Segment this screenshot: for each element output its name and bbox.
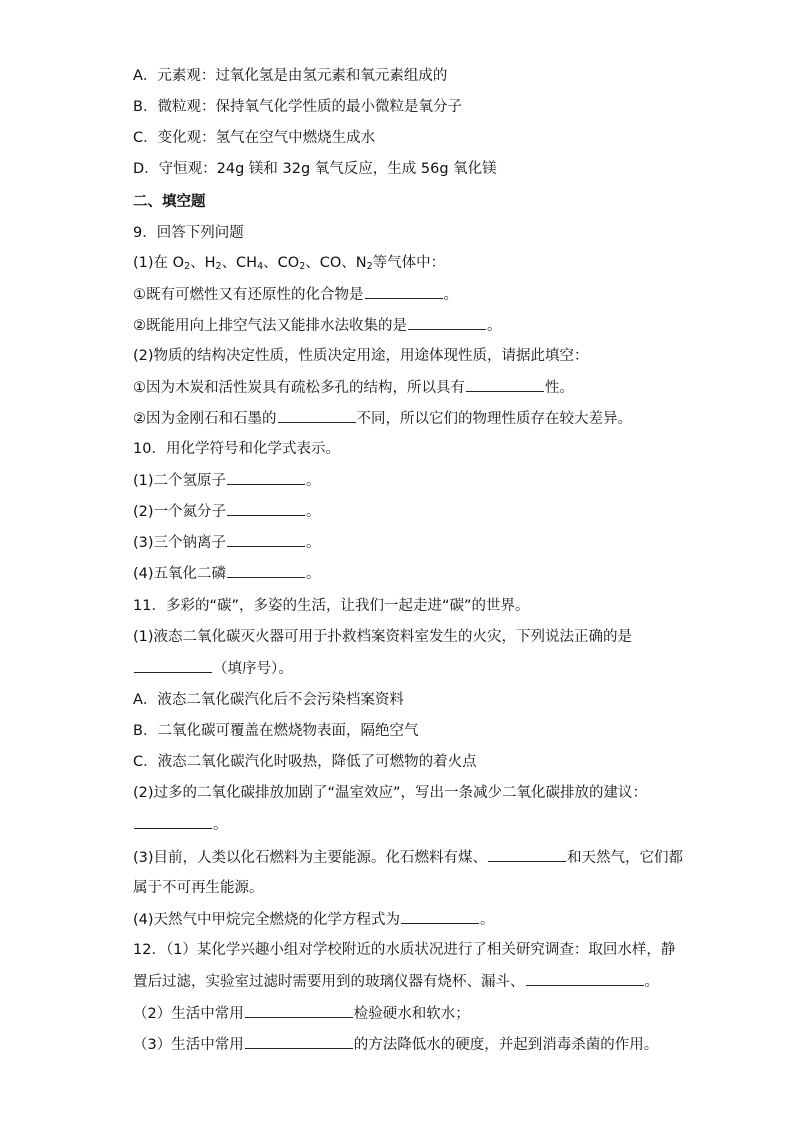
subscript: 2 — [184, 261, 191, 272]
answer-blank[interactable] — [134, 658, 212, 673]
question-11-part2-answer — [133, 814, 228, 835]
q11-option-c: C．液态二氧化碳汽化时吸热，降低了可燃物的着火点 — [133, 754, 477, 770]
answer-blank[interactable] — [278, 408, 356, 423]
period: 。 — [306, 566, 321, 582]
subscript: 2 — [299, 261, 306, 272]
answer-blank[interactable] — [401, 909, 479, 924]
question-10-title: 10．用化学符号和化学式表示。 — [133, 441, 340, 457]
q9-i4-text: ②因为金刚石和石墨的 — [133, 411, 277, 427]
answer-blank[interactable] — [134, 814, 212, 829]
q10-i1-text: (1)二个氢原子 — [133, 473, 227, 489]
period: 。 — [306, 504, 321, 520]
q9-co-n: 、CO、N — [305, 255, 367, 271]
question-12-line2 — [133, 971, 659, 992]
answer-blank[interactable] — [227, 470, 305, 485]
q10-i2-text: (2)一个氮分子 — [133, 504, 227, 520]
q11-option-b: B．二氧化碳可覆盖在燃烧物表面，隔绝空气 — [133, 723, 419, 739]
answer-blank[interactable] — [466, 377, 544, 392]
answer-blank[interactable] — [408, 315, 486, 330]
q11-p4-text: (4)天然气中甲烷完全燃烧的化学方程式为 — [133, 912, 401, 928]
answer-blank[interactable] — [488, 847, 566, 862]
question-9-item3 — [133, 377, 574, 398]
answer-blank[interactable] — [227, 532, 305, 547]
q9-ch4: 、CH — [221, 255, 258, 271]
period: 。 — [480, 912, 495, 928]
q9-h2: 、H — [190, 255, 216, 271]
q9-p1-suffix: 等气体中： — [372, 255, 446, 271]
q12-l4-a: （3）生活中常用 — [133, 1037, 244, 1053]
q12-l3-b: 检验硬水和软水； — [353, 1006, 470, 1022]
q9-co2: 、CO — [263, 255, 300, 271]
q12-l3-a: （2）生活中常用 — [133, 1006, 244, 1022]
subscript: 2 — [215, 261, 222, 272]
q9-i1-text: ①既有可燃性又有还原性的化合物是 — [133, 287, 364, 303]
question-9-item2 — [133, 315, 502, 336]
q9-p1-prefix: (1)在 O — [133, 255, 185, 271]
answer-blank[interactable] — [227, 563, 305, 578]
question-11-part1-answer — [133, 658, 293, 679]
section-title: 二、填空题 — [133, 194, 206, 210]
question-11-part4 — [133, 909, 495, 930]
option-b: B．微粒观：保持氧气化学性质的最小微粒是氧分子 — [133, 99, 462, 115]
q9-i3-end: 性。 — [545, 380, 574, 396]
question-9-item1 — [133, 284, 458, 305]
question-9-item4 — [133, 408, 632, 429]
q10-i3-text: (3)三个钠离子 — [133, 535, 227, 551]
question-9-part1 — [133, 253, 445, 273]
question-12-line4 — [133, 1034, 658, 1055]
question-12-line1: 12．（1）某化学兴趣小组对学校附近的水质状况进行了相关研究调查：取回水样，静 — [133, 942, 676, 958]
option-c: C．变化观：氢气在空气中燃烧生成水 — [133, 130, 376, 146]
answer-blank[interactable] — [245, 1003, 353, 1018]
period: 。 — [213, 817, 228, 833]
q12-l2-text: 置后过滤，实验室过滤时需要用到的玻璃仪器有烧杯、漏斗、 — [133, 974, 525, 990]
q11-p3-a: (3)目前，人类以化石燃料为主要能源。化石燃料有煤、 — [133, 850, 488, 866]
q9-i3-text: ①因为木炭和活性炭具有疏松多孔的结构，所以具有 — [133, 380, 465, 396]
question-10-item4 — [133, 563, 321, 584]
question-9-title: 9．回答下列问题 — [133, 225, 244, 241]
q9-i4-end: 不同，所以它们的物理性质存在较大差异。 — [356, 411, 632, 427]
q10-i4-text: (4)五氧化二磷 — [133, 566, 227, 582]
period: 。 — [306, 535, 321, 551]
subscript: 4 — [257, 261, 264, 272]
period: 。 — [487, 318, 502, 334]
question-11-part3 — [133, 847, 683, 868]
question-11-part1: (1)液态二氧化碳灭火器可用于扑救档案资料室发生的火灾，下列说法正确的是 — [133, 629, 633, 645]
period: 。 — [644, 974, 659, 990]
q11-p1-tail: （填序号）。 — [213, 661, 293, 677]
answer-blank[interactable] — [365, 284, 443, 299]
period: 。 — [443, 287, 458, 303]
option-a: A．元素观：过氧化氢是由氢元素和氧元素组成的 — [133, 68, 448, 84]
question-11-title: 11．多彩的“碳”，多姿的生活，让我们一起走进“碳”的世界。 — [133, 598, 530, 614]
q12-l4-b: 的方法降低水的硬度，并起到消毒杀菌的作用。 — [353, 1037, 659, 1053]
answer-blank[interactable] — [227, 501, 305, 516]
question-12-line3 — [133, 1003, 470, 1024]
period: 。 — [306, 473, 321, 489]
question-10-item2 — [133, 501, 321, 522]
question-9-part2: (2)物质的结构决定性质，性质决定用途，用途体现性质，请据此填空： — [133, 348, 589, 364]
q11-p3-b: 和天然气，它们都 — [567, 850, 684, 866]
answer-blank[interactable] — [526, 971, 644, 986]
subscript: 2 — [366, 261, 373, 272]
question-10-item3 — [133, 532, 321, 553]
answer-blank[interactable] — [245, 1034, 353, 1049]
option-d: D．守恒观：24g 镁和 32g 氧气反应，生成 56g 氧化镁 — [133, 161, 497, 177]
q11-option-a: A．液态二氧化碳汽化后不会污染档案资料 — [133, 692, 404, 708]
question-11-part2: (2)过多的二氧化碳排放加剧了“温室效应”，写出一条减少二氧化碳排放的建议： — [133, 785, 648, 801]
q9-i2-text: ②既能用向上排空气法又能排水法收集的是 — [133, 318, 407, 334]
question-10-item1 — [133, 470, 321, 491]
question-11-part3-cont: 属于不可再生能源。 — [133, 880, 264, 896]
